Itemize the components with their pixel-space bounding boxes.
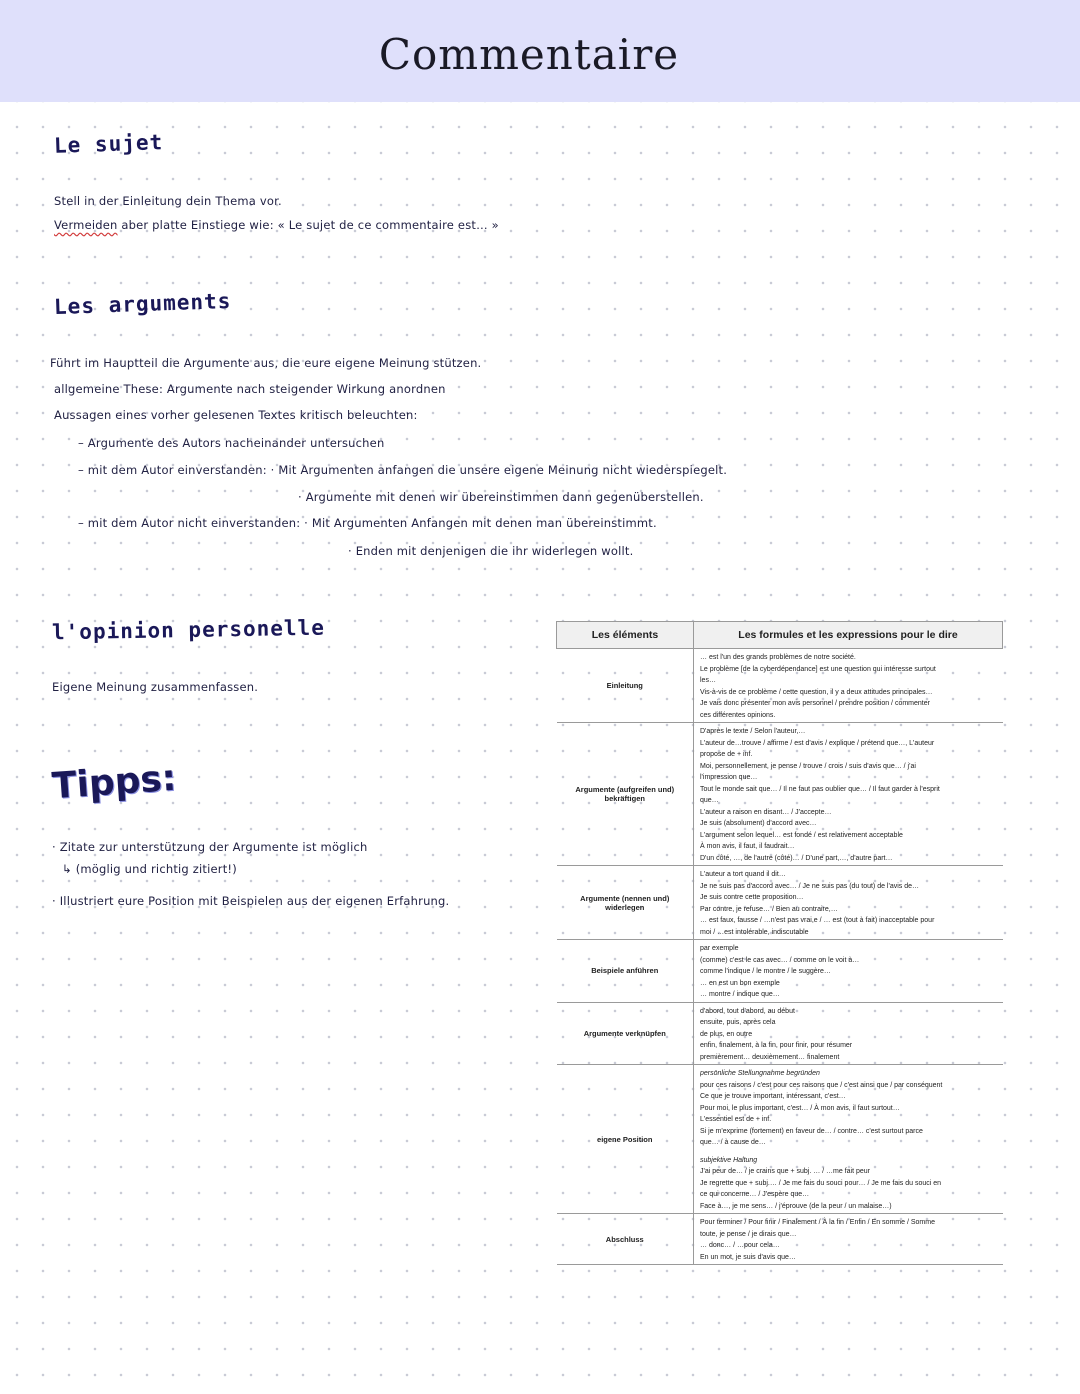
formule-line: propose de + inf. xyxy=(700,751,753,758)
table-cell-formules xyxy=(694,723,1003,866)
arguments-line-6: · Argumente mit denen wir übereinstimmen dann gegenüberstellen. xyxy=(298,490,704,504)
table-header-elements: Les éléments xyxy=(557,622,694,649)
table-body xyxy=(557,649,1003,1265)
formule-line: Par contre, je refuse… / Bien au contraire,… xyxy=(700,905,838,913)
opinion-line-1: Eigene Meinung zusammenfassen. xyxy=(52,680,259,694)
arguments-line-8: · Enden mit denjenigen die ihr widerlegen wollt. xyxy=(348,544,634,558)
formule-line: Vis-à-vis de ce problème / cette question, il y a deux attitudes principales… xyxy=(700,688,933,696)
sujet-line-2-rest: aber platte Einstiege wie: « Le sujet de ce commentaire est… » xyxy=(117,218,499,232)
formule-line: premièrement… deuxièmement… finalement xyxy=(700,1053,840,1061)
heading-tipps: Tipps: xyxy=(50,757,178,808)
formule-line: subjektive Haltung xyxy=(700,1156,758,1164)
formule-line: ensuite, puis, après cela xyxy=(700,1019,776,1026)
arguments-line-3: Aussagen eines vorher gelesenen Textes kritisch beleuchten: xyxy=(54,408,418,422)
formule-line: Je suis (absolument) d'accord avec… xyxy=(700,820,817,827)
formule-line: … donc… / …pour cela… xyxy=(700,1242,780,1249)
formule-line: par exemple xyxy=(700,945,739,952)
heading-le-sujet: Le sujet xyxy=(53,130,164,158)
formule-line: que… / à cause de… xyxy=(700,1139,766,1146)
formule-line: enfin, finalement, à la fin, pour finir, pour résumer xyxy=(700,1042,853,1049)
tipps-line-2: ↳ (möglig und richtig zitiert!) xyxy=(62,862,237,876)
formule-line: D'un côté, …, de l'autre (côté)… / D'une part,…, d'autre part… xyxy=(700,854,893,862)
sujet-line-2-lead: Vermeiden xyxy=(54,218,118,232)
page-title: Commentaire xyxy=(378,30,680,79)
formule-line: ces différentes opinions. xyxy=(700,711,776,719)
formule-line: (comme) c'est le cas avec… / comme on le voit à… xyxy=(700,956,860,964)
formule-line: comme l'indique / le montre / le suggère… xyxy=(700,968,831,975)
table-cell-formules xyxy=(694,1214,1003,1265)
formule-line: … est l'un des grands problèmes de notre société. xyxy=(700,654,856,661)
table-cell-element: Abschluss xyxy=(557,1214,694,1265)
formule-line: que… xyxy=(700,797,719,804)
formule-line: L'essentiel est de + inf. xyxy=(700,1116,772,1123)
arguments-line-7: – mit dem Autor nicht einverstanden: · Mit Argumenten Anfangen mit denen man übereinstimmt. xyxy=(78,516,657,530)
formule-line: À mon avis, il faut, il faudrait… xyxy=(700,843,795,850)
formule-line: d'abord, tout d'abord, au début xyxy=(700,1007,795,1015)
formule-line: En un mot, je suis d'avis que… xyxy=(700,1253,796,1261)
heading-les-arguments: Les arguments xyxy=(53,288,232,320)
table-cell-formules xyxy=(694,866,1003,940)
arguments-line-5: – mit dem Autor einverstanden: · Mit Argumenten anfangen die unsere eigene Meinung nicht wiederspiegelt. xyxy=(78,463,728,477)
formule-line: L'auteur a tort quand il dit… xyxy=(700,871,786,878)
formule-line: L'auteur a raison en disant… / J'accepte… xyxy=(700,808,832,816)
arguments-line-2: allgemeine These: Argumente nach steigender Wirkung anordnen xyxy=(54,382,446,396)
formule-line: Ce que je trouve important, intéressant, c'est… xyxy=(700,1093,846,1100)
formule-line: … montre / indique que… xyxy=(700,991,780,998)
formule-line: l'impression que… xyxy=(700,774,758,781)
table-cell-formules xyxy=(694,940,1003,1003)
formule-line: L'auteur de…trouve / affirme / est d'avis / explique / prétend que…, L'auteur xyxy=(700,739,935,747)
table-row xyxy=(557,1065,1003,1214)
table-cell-element: Argumente verknüpfen xyxy=(557,1002,694,1065)
table-row xyxy=(557,866,1003,940)
formule-line: Face à…, je me sens… / j'éprouve (de la peur / un malaise…) xyxy=(700,1202,892,1210)
formule-line: … en est un bon exemple xyxy=(700,979,780,987)
table-cell-formules xyxy=(694,1065,1003,1214)
formule-line: Je vais donc présenter mon avis personnel / prendre position / commenter xyxy=(700,700,930,707)
formule-line: L'argument selon lequel… est fondé / est relativement acceptable xyxy=(700,831,903,839)
formule-line: persönliche Stellungnahme begründen xyxy=(700,1070,820,1077)
table-row xyxy=(557,723,1003,866)
table-row xyxy=(557,1002,1003,1065)
table-cell-formules xyxy=(694,649,1003,723)
header-band xyxy=(0,0,1080,102)
formule-line: Si je m'exprime (fortement) en faveur de… / contre… c'est surtout parce xyxy=(700,1127,923,1135)
table-cell-formules xyxy=(694,1002,1003,1065)
formule-line: Moi, personnellement, je pense / trouve / crois / suis d'avis que… / j'ai xyxy=(700,762,916,770)
formule-line: Le problème [de la cyberdépendance] est une question qui intéresse surtout xyxy=(700,665,936,673)
formule-line: pour ces raisons / c'est pour ces raisons que / c'est ainsi que / par conséquent xyxy=(700,1081,943,1089)
formule-line: moi / …est intolérable, indiscutable xyxy=(700,928,809,936)
formule-line: toute, je pense / je dirais que… xyxy=(700,1230,797,1238)
sujet-line-2 xyxy=(54,218,499,232)
tipps-line-1: · Zitate zur unterstützung der Argumente ist möglich xyxy=(52,840,368,854)
table-row xyxy=(557,649,1003,723)
formule-line: Je suis contre cette proposition… xyxy=(700,894,804,901)
sujet-line-1: Stell in der Einleitung dein Thema vor. xyxy=(54,194,282,208)
table-row xyxy=(557,1214,1003,1265)
formule-line: Pour terminer / Pour finir / Finalement / À la fin / Enfin / En somme / Somme xyxy=(700,1219,935,1226)
table-row xyxy=(557,940,1003,1003)
tipps-line-3: · Illustriert eure Position mit Beispielen aus der eigenen Erfahrung. xyxy=(52,894,450,908)
table-cell-element: Beispiele anführen xyxy=(557,940,694,1003)
table-cell-element: Argumente (nennen und) widerlegen xyxy=(557,866,694,940)
arguments-line-4: – Argumente des Autors nacheinander untersuchen xyxy=(78,436,385,450)
phrases-table xyxy=(556,621,1003,1265)
table-cell-element: eigene Position xyxy=(557,1065,694,1214)
table-header-row xyxy=(557,622,1003,649)
formule-line: Je ne suis pas d'accord avec… / Je ne suis pas (du tout) de l'avis de… xyxy=(700,882,920,890)
table-cell-element: Einleitung xyxy=(557,649,694,723)
table-cell-element: Argumente (aufgreifen und) bekräftigen xyxy=(557,723,694,866)
arguments-line-1: Führt im Hauptteil die Argumente aus, die eure eigene Meinung stützen. xyxy=(50,356,482,370)
formule-line: les… xyxy=(700,677,716,684)
table-header-formules: Les formules et les expressions pour le dire xyxy=(694,622,1003,649)
formule-line: … est faux, fausse / …n'est pas vrai,e / … est (tout à fait) inacceptable pour xyxy=(700,917,935,924)
formule-line: Je regrette que + subj.… / Je me fais du souci pour… / Je me fais du souci en xyxy=(700,1179,942,1187)
formule-line: D'après le texte / Selon l'auteur,… xyxy=(700,728,806,735)
heading-opinion-personelle: l'opinion personelle xyxy=(51,615,326,645)
formule-line: de plus, en outre xyxy=(700,1030,753,1038)
formule-line: ce qui concerne… / J'espère que… xyxy=(700,1191,810,1198)
formule-line: J'ai peur de… / je crains que + subj. … / …me fait peur xyxy=(700,1168,870,1175)
formule-line: Pour moi, le plus important, c'est… / À mon avis, il faut surtout… xyxy=(700,1104,900,1112)
formule-line: Tout le monde sait que… / Il ne faut pas oublier que… / Il faut garder à l'esprit xyxy=(700,785,940,793)
